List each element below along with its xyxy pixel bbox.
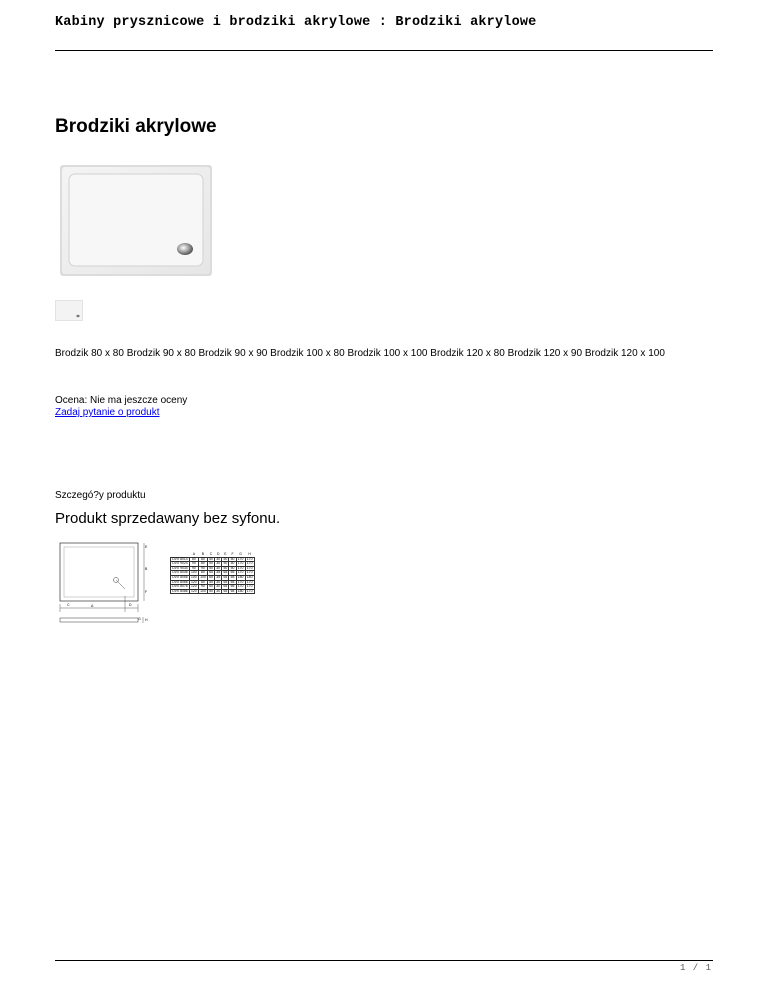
- model-code-cell: DVX 8076: [172, 584, 188, 589]
- dimension-cell: 65: [209, 570, 213, 575]
- dimension-cell: 120: [191, 588, 197, 593]
- dimension-cell: 170: [237, 556, 244, 561]
- page-number: 1 / 1: [679, 963, 712, 973]
- dimension-cell: 170: [237, 584, 244, 589]
- dimension-label: A: [91, 604, 94, 608]
- spec-table-container: [170, 553, 255, 594]
- size-variant: Brodzik 120 x 90: [507, 348, 583, 359]
- ask-question-link[interactable]: Zadaj pytanie o produkt: [55, 407, 160, 418]
- dimension-cell: 30: [216, 584, 221, 589]
- dimension-label: G: [138, 617, 141, 621]
- dimension-cell: 170: [246, 570, 253, 575]
- table-row: [171, 589, 255, 594]
- size-variant: Brodzik 100 x 100: [347, 348, 428, 359]
- dimension-label: H: [145, 618, 148, 622]
- dimension-cell: 65: [223, 574, 228, 579]
- dimension-label: D: [129, 603, 132, 607]
- model-code-cell: DVX 8086: [172, 588, 188, 593]
- dimension-cell: 30: [216, 579, 221, 584]
- dimension-cell: 35: [216, 570, 221, 575]
- dimension-cell: 50: [230, 565, 235, 570]
- dimension-cell: 170: [246, 561, 253, 566]
- size-variant: Brodzik 120 x 100: [584, 348, 665, 359]
- dimension-cell: 80: [198, 580, 207, 585]
- product-thumbnail[interactable]: [55, 300, 83, 321]
- size-variant: Brodzik 100 x 80: [270, 348, 345, 359]
- dimension-cell: 90: [189, 566, 198, 571]
- dimension-cell: 100: [191, 574, 197, 579]
- model-code-cell: DVX 9024: [172, 561, 188, 566]
- dimension-cell: 170: [246, 556, 253, 561]
- product-note: Produkt sprzedawany bez syfonu.: [55, 510, 281, 527]
- footer-divider: [55, 960, 713, 961]
- dimension-cell: 180: [246, 574, 253, 579]
- spec-column-header: H: [248, 552, 251, 556]
- dimension-cell: 100: [200, 588, 206, 593]
- spec-column-header: F: [231, 552, 234, 556]
- dimension-cell: 170: [246, 565, 253, 570]
- dimension-cell: 120: [191, 584, 197, 589]
- spec-column-header: G: [239, 552, 242, 556]
- dimension-cell: 50: [209, 561, 213, 566]
- product-details-label: Szczegó?y produktu: [55, 490, 146, 501]
- dimension-cell: 90: [189, 562, 198, 567]
- dimension-cell: 50: [209, 565, 213, 570]
- model-code-cell: DVX 8014: [172, 556, 188, 561]
- header-divider: [55, 50, 713, 51]
- dimension-cell: 180: [237, 588, 244, 593]
- size-variant: Brodzik 90 x 90: [198, 348, 268, 359]
- dimension-cell: 65: [230, 588, 235, 593]
- dimension-cell: 65: [223, 579, 228, 584]
- dimension-cell: 170: [246, 584, 253, 589]
- dimension-cell: 50: [230, 561, 235, 566]
- dimension-cell: 30: [216, 588, 221, 593]
- dimension-cell: 50: [209, 556, 213, 561]
- dimension-cell: 65: [223, 584, 228, 589]
- dimension-cell: 100: [200, 574, 206, 579]
- spec-column-header: E: [224, 552, 227, 556]
- rating-text: Ocena: Nie ma jeszcze oceny: [55, 395, 188, 406]
- dimension-cell: 30: [216, 556, 221, 561]
- dimension-label: E: [145, 545, 148, 549]
- dimension-cell: 65: [230, 574, 235, 579]
- dimension-cell: 170: [237, 579, 244, 584]
- size-variant: Brodzik 120 x 80: [430, 348, 505, 359]
- spec-column-header: A: [192, 552, 195, 556]
- dimension-cell: 50: [209, 579, 213, 584]
- dimension-cell: 65: [230, 584, 235, 589]
- dimension-cell: 50: [209, 584, 213, 589]
- spec-column-header: C: [209, 552, 213, 556]
- dimension-cell: 50: [223, 556, 228, 561]
- dimension-cell: 65: [223, 570, 228, 575]
- spec-column-header: D: [216, 552, 220, 556]
- model-code-cell: DVX 8046: [172, 570, 188, 575]
- dimension-cell: 30: [216, 561, 221, 566]
- model-code-cell: DVX 9034: [172, 565, 188, 570]
- dimension-label: C: [67, 603, 70, 607]
- dimension-label: F: [145, 590, 148, 594]
- spec-column-header: B: [201, 552, 205, 556]
- dimension-cell: 80: [189, 557, 198, 562]
- spec-table: [170, 553, 255, 594]
- dimension-cell: 90: [198, 566, 207, 571]
- dimension-cell: 50: [223, 565, 228, 570]
- model-code-cell: DVX 8056: [172, 574, 188, 579]
- dimension-cell: 170: [237, 570, 244, 575]
- dimension-cell: 50: [209, 588, 213, 593]
- size-variant: Brodzik 80 x 80: [55, 348, 124, 359]
- dimension-cell: 180: [237, 574, 244, 579]
- size-variant: Brodzik 90 x 80: [126, 348, 196, 359]
- size-variants-list: [55, 348, 665, 359]
- dimension-cell: 65: [223, 588, 228, 593]
- page-title: Brodziki akrylowe: [55, 116, 217, 137]
- dimension-cell: 120: [191, 579, 197, 584]
- dimension-cell: 170: [237, 565, 244, 570]
- shower-tray-image: [60, 165, 212, 276]
- dimension-cell: 100: [191, 570, 197, 575]
- dimension-cell: 65: [230, 570, 235, 575]
- dimension-cell: 170: [246, 588, 253, 593]
- dimension-cell: 80: [198, 557, 207, 562]
- dimension-cell: 35: [216, 574, 221, 579]
- dimension-cell: 65: [209, 574, 213, 579]
- document-header-title: Kabiny prysznicowe i brodziki akrylowe : Brodziki akrylowe: [55, 15, 537, 30]
- dimension-cell: 80: [198, 571, 207, 576]
- dimension-cell: 170: [237, 561, 244, 566]
- dimension-cell: 50: [230, 556, 235, 561]
- dimension-cell: 30: [216, 565, 221, 570]
- dimension-cell: 170: [246, 579, 253, 584]
- dimension-cell: 65: [230, 579, 235, 584]
- model-code-cell: DVX 8066: [172, 579, 188, 584]
- dimension-cell: 90: [198, 585, 207, 590]
- dimension-cell: 80: [198, 562, 207, 567]
- technical-drawing: [55, 538, 160, 628]
- dimension-cell: 50: [223, 561, 228, 566]
- dimension-label: B: [145, 567, 148, 571]
